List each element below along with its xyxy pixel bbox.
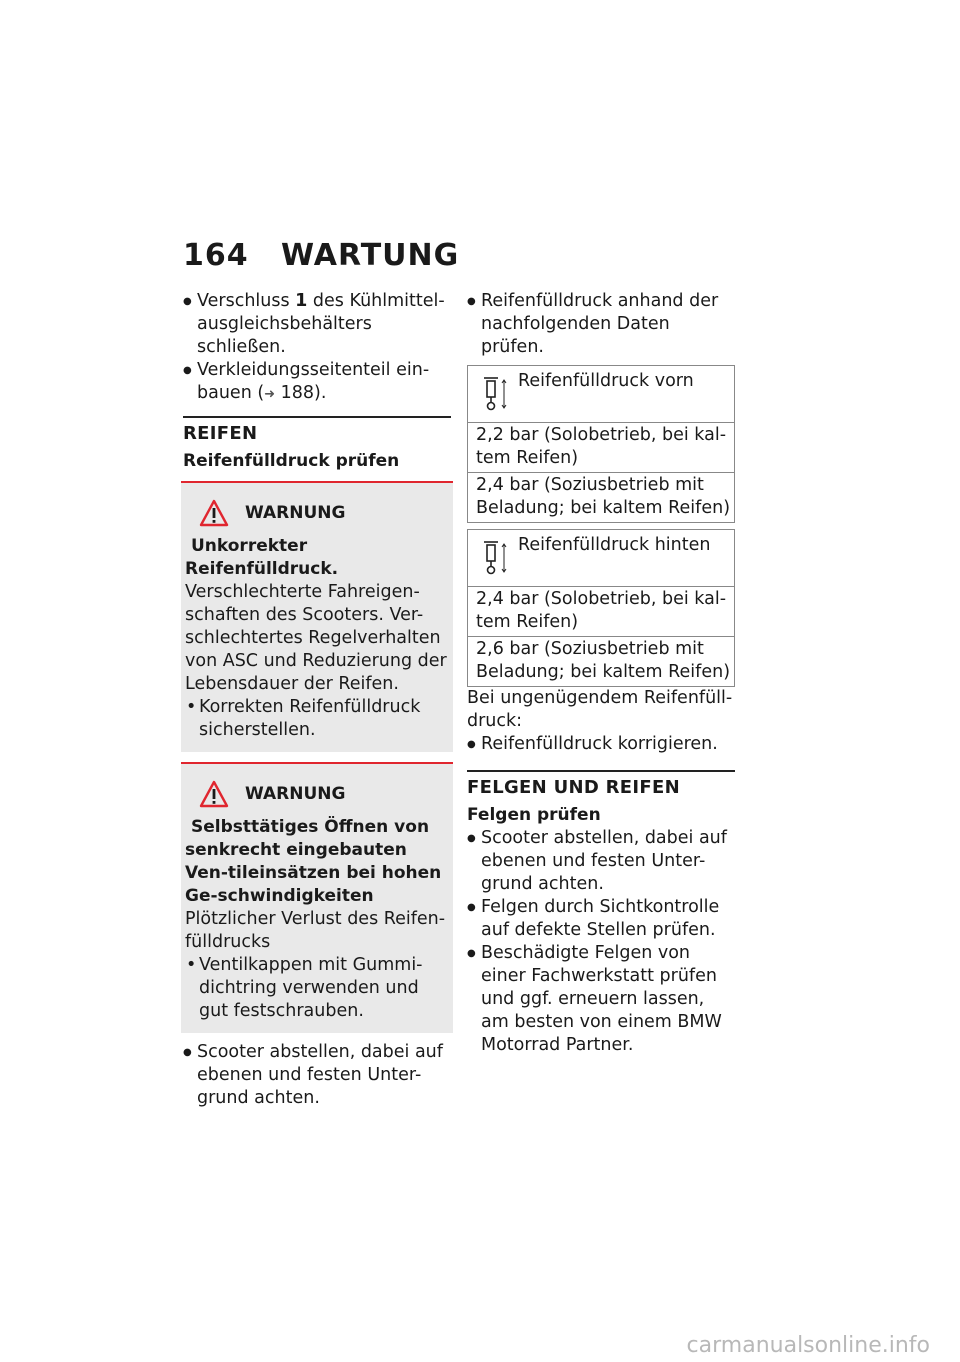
spec-row-pillion: 2,4 bar (Soziusbetrieb mit Beladung; bei kaltem Reifen) — [468, 472, 734, 522]
warning-label: WARNUNG — [245, 502, 346, 523]
subsection-title-check-rims: Felgen prüfen — [467, 805, 601, 825]
page-ref-link[interactable]: 188). — [275, 383, 327, 403]
warning-box-pressure — [181, 481, 453, 752]
warning-box-valve — [181, 762, 453, 1033]
spec-row-solo: 2,4 bar (Solobetrieb, bei kal-tem Reifen) — [476, 589, 727, 632]
page-number: 164 — [183, 238, 249, 273]
section-title-rims: FELGEN UND REIFEN — [467, 777, 680, 798]
page-ref-arrow-icon: ➜ — [264, 387, 276, 402]
warning-text: Plötzlicher Verlust des Reifen-fülldrucks — [185, 909, 446, 952]
spec-table-rear — [467, 529, 735, 687]
subsection-title-tyre-pressure: Reifenfülldruck prüfen — [183, 451, 400, 471]
tyre-pressure-gauge-icon — [468, 366, 518, 422]
watermark: carmanualsonline.info — [686, 1333, 930, 1358]
spec-label: Reifenfülldruck hinten — [518, 535, 711, 555]
page-title: WARTUNG — [281, 238, 460, 273]
warning-label: WARNUNG — [245, 783, 346, 804]
warning-action: • Ventilkappen mit Gummi-dichtring verwenden und gut festschrauben. — [185, 954, 449, 1023]
warning-text: Verschlechterte Fahreigen-schaften des Scooters. Ver-schlechtertes Regelverhalten von ASC und Reduzierung der Lebensdauer der Reifen. — [185, 582, 447, 694]
section-divider — [467, 770, 735, 827]
warning-header — [199, 499, 449, 527]
warning-headline: Selbsttätiges Öffnen von senkrecht eingebauten Ven-tileinsätzen bei hohen Ge-schwindigkeiten — [185, 817, 442, 906]
spec-label: Reifenfülldruck vorn — [518, 371, 694, 391]
warning-headline: Unkorrekter Reifenfülldruck. — [185, 536, 339, 579]
rim-step-park: ● Scooter abstellen, dabei auf ebenen und festen Unter-grund achten. — [467, 827, 735, 896]
warning-header — [199, 780, 449, 808]
right-column — [467, 290, 735, 1057]
step-park-scooter: ● Scooter abstellen, dabei auf ebenen und festen Unter-grund achten. — [183, 1041, 451, 1110]
spec-header — [468, 530, 734, 587]
spec-row-pillion: 2,6 bar (Soziusbetrieb mit Beladung; bei kaltem Reifen) — [468, 636, 734, 686]
spec-row-solo: 2,2 bar (Solobetrieb, bei kal-tem Reifen) — [476, 425, 727, 468]
spec-header — [468, 366, 734, 423]
warning-action: • Korrekten Reifenfülldruck sicherstellen. — [185, 696, 449, 742]
spec-table-front — [467, 365, 735, 523]
warning-triangle-icon — [199, 499, 229, 527]
rim-step-inspect: ● Felgen durch Sichtkontrolle auf defekte Stellen prüfen. — [467, 896, 735, 942]
tyre-pressure-gauge-icon — [468, 530, 518, 586]
section-divider — [183, 416, 451, 473]
insufficient-pressure-text: Bei ungenügendem Reifenfüll-druck: — [467, 688, 733, 731]
left-column — [183, 290, 451, 1110]
step-check-pressure: ● Reifenfülldruck anhand der nachfolgenden Daten prüfen. — [467, 290, 735, 359]
step-close-reservoir: ● Verschluss 1 des Kühlmittel-ausgleichsbehälters schließen. — [183, 290, 451, 359]
rim-step-replace: ● Beschädigte Felgen von einer Fachwerkstatt prüfen und ggf. erneuern lassen, am besten von einem BMW Motorrad Partner. — [467, 942, 735, 1057]
step-install-side-panel: ● Verkleidungsseitenteil ein-bauen (➜ 188). — [183, 359, 451, 406]
section-title-reifen: REIFEN — [183, 423, 258, 444]
page-header — [183, 238, 459, 273]
step-correct-pressure: ● Reifenfülldruck korrigieren. — [467, 733, 735, 756]
warning-triangle-icon — [199, 780, 229, 808]
